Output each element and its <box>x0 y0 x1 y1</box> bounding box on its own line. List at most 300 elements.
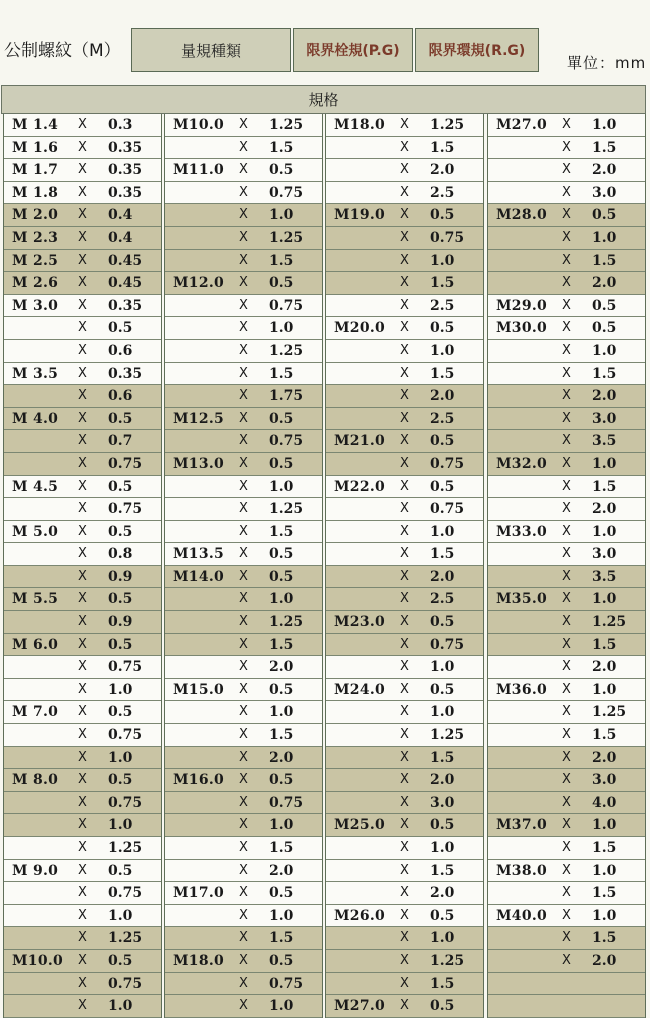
table-row <box>165 995 322 1018</box>
table-row <box>165 340 322 363</box>
times-sign: X <box>239 568 248 584</box>
table-row <box>326 227 483 250</box>
times-sign: X <box>400 117 409 132</box>
thread-size: M12.5 <box>173 410 225 427</box>
thread-pitch: 0.75 <box>269 433 304 450</box>
thread-pitch: 1.0 <box>430 523 455 540</box>
times-sign: X <box>78 501 87 517</box>
thread-pitch: 1.0 <box>592 681 617 698</box>
table-row <box>488 543 645 566</box>
thread-pitch: 1.25 <box>269 614 304 631</box>
table-row <box>4 995 161 1018</box>
times-sign: X <box>400 546 409 562</box>
table-row <box>326 701 483 724</box>
times-sign: X <box>239 794 248 810</box>
table-row <box>326 995 483 1018</box>
times-sign: X <box>562 275 571 291</box>
thread-size: M 2.6 <box>12 275 59 292</box>
table-row <box>488 837 645 860</box>
thread-pitch: 0.5 <box>430 478 455 495</box>
times-sign: X <box>562 772 571 788</box>
thread-pitch: 3.5 <box>592 568 617 585</box>
thread-pitch: 1.0 <box>269 207 294 224</box>
table-row <box>488 611 645 634</box>
table-row <box>4 159 161 182</box>
times-sign: X <box>400 410 409 426</box>
times-sign: X <box>400 840 409 855</box>
table-row <box>4 227 161 250</box>
times-sign: X <box>400 636 409 652</box>
thread-pitch: 0.5 <box>592 320 617 337</box>
thread-pitch: 2.0 <box>269 749 294 766</box>
thread-pitch: 0.5 <box>269 772 294 789</box>
thread-pitch: 1.0 <box>269 704 294 721</box>
thread-pitch: 0.5 <box>269 410 294 427</box>
thread-pitch: 1.0 <box>430 840 455 856</box>
times-sign: X <box>78 591 87 607</box>
times-sign: X <box>562 907 571 923</box>
thread-pitch: 3.0 <box>592 184 617 201</box>
table-row <box>488 679 645 702</box>
table-row <box>488 747 645 770</box>
times-sign: X <box>78 885 87 901</box>
times-sign: X <box>239 998 248 1014</box>
times-sign: X <box>562 117 571 132</box>
thread-pitch: 0.75 <box>108 727 143 744</box>
table-row <box>165 137 322 160</box>
table-row <box>4 250 161 273</box>
table-column-4 <box>487 114 646 1018</box>
thread-pitch: 1.5 <box>430 862 455 879</box>
table-row <box>4 430 161 453</box>
table-row <box>165 385 322 408</box>
times-sign: X <box>239 320 248 336</box>
thread-pitch: 3.0 <box>592 410 617 427</box>
thread-pitch: 0.5 <box>269 952 294 969</box>
table-row <box>488 882 645 905</box>
thread-pitch: 1.0 <box>592 523 617 540</box>
table-row <box>326 182 483 205</box>
thread-pitch: 0.5 <box>108 478 133 495</box>
thread-pitch: 4.0 <box>592 794 617 811</box>
thread-pitch: 2.5 <box>430 591 455 608</box>
table-row <box>4 837 161 860</box>
times-sign: X <box>78 930 87 946</box>
times-sign: X <box>78 998 87 1014</box>
thread-pitch: 1.5 <box>269 636 294 653</box>
thread-size: M23.0 <box>334 614 386 631</box>
table-row <box>165 227 322 250</box>
times-sign: X <box>400 794 409 810</box>
thread-pitch: 1.25 <box>108 930 143 947</box>
times-sign: X <box>562 636 571 652</box>
times-sign: X <box>562 546 571 562</box>
table-row <box>4 656 161 679</box>
thread-pitch: 2.0 <box>269 659 294 676</box>
thread-pitch: 1.25 <box>269 501 304 518</box>
times-sign: X <box>78 704 87 720</box>
thread-pitch: 0.45 <box>108 275 143 292</box>
times-sign: X <box>239 117 248 132</box>
times-sign: X <box>239 184 248 200</box>
times-sign: X <box>239 749 248 765</box>
thread-size: M22.0 <box>334 478 386 495</box>
thread-size: M12.0 <box>173 275 225 292</box>
table-row <box>4 747 161 770</box>
table-row <box>326 837 483 860</box>
thread-pitch: 1.5 <box>269 840 294 856</box>
thread-spec-table <box>3 114 647 1016</box>
thread-pitch: 1.5 <box>592 930 617 947</box>
times-sign: X <box>400 365 409 381</box>
times-sign: X <box>400 681 409 697</box>
thread-size: M13.5 <box>173 546 225 563</box>
times-sign: X <box>239 433 248 449</box>
table-row <box>165 724 322 747</box>
thread-size: M40.0 <box>496 907 548 924</box>
times-sign: X <box>400 297 409 313</box>
thread-pitch: 0.5 <box>269 546 294 563</box>
table-row <box>4 566 161 589</box>
thread-pitch: 1.0 <box>592 862 617 879</box>
unit-label: 單位：mm <box>567 54 647 72</box>
table-row <box>488 385 645 408</box>
times-sign: X <box>78 252 87 268</box>
table-row <box>4 769 161 792</box>
thread-pitch: 1.5 <box>269 252 294 269</box>
table-row <box>165 476 322 499</box>
times-sign: X <box>400 862 409 878</box>
times-sign: X <box>239 975 248 991</box>
table-row <box>326 521 483 544</box>
table-row <box>4 385 161 408</box>
thread-size: M24.0 <box>334 681 386 698</box>
thread-pitch: 0.5 <box>269 162 294 179</box>
times-sign: X <box>400 952 409 968</box>
times-sign: X <box>78 614 87 630</box>
thread-pitch: 0.8 <box>108 546 133 563</box>
thread-pitch: 2.0 <box>592 162 617 179</box>
thread-pitch: 0.35 <box>108 297 143 314</box>
table-row <box>4 611 161 634</box>
thread-pitch: 1.25 <box>269 117 304 133</box>
thread-pitch: 0.5 <box>108 636 133 653</box>
times-sign: X <box>562 591 571 607</box>
times-sign: X <box>239 478 248 494</box>
times-sign: X <box>400 817 409 833</box>
thread-pitch: 0.4 <box>108 207 133 224</box>
thread-size: M13.0 <box>173 455 225 472</box>
thread-size: M36.0 <box>496 681 548 698</box>
times-sign: X <box>239 501 248 517</box>
thread-pitch: 1.0 <box>430 342 455 359</box>
thread-pitch: 1.25 <box>108 840 143 856</box>
times-sign: X <box>400 614 409 630</box>
times-sign: X <box>239 614 248 630</box>
table-row <box>4 724 161 747</box>
thread-pitch: 0.75 <box>108 794 143 811</box>
thread-pitch: 0.5 <box>430 320 455 337</box>
table-row <box>326 114 483 137</box>
times-sign: X <box>400 229 409 245</box>
thread-pitch: 0.75 <box>430 229 465 246</box>
thread-pitch: 0.5 <box>269 455 294 472</box>
table-row <box>488 250 645 273</box>
thread-pitch: 1.5 <box>430 365 455 382</box>
table-row <box>326 250 483 273</box>
thread-size: M38.0 <box>496 862 548 879</box>
times-sign: X <box>400 998 409 1014</box>
thread-pitch: 1.0 <box>269 998 294 1015</box>
table-row <box>165 114 322 137</box>
thread-pitch: 3.0 <box>592 772 617 789</box>
thread-pitch: 0.5 <box>108 320 133 337</box>
table-row <box>165 701 322 724</box>
times-sign: X <box>78 681 87 697</box>
table-row <box>488 995 645 1018</box>
table-row <box>165 882 322 905</box>
thread-size: M37.0 <box>496 817 548 834</box>
table-row <box>488 159 645 182</box>
table-row <box>165 905 322 928</box>
thread-pitch: 2.0 <box>430 162 455 179</box>
thread-pitch: 0.6 <box>108 342 133 359</box>
table-row <box>488 182 645 205</box>
thread-pitch: 2.0 <box>269 862 294 879</box>
thread-pitch: 1.5 <box>269 930 294 947</box>
table-row <box>165 543 322 566</box>
table-row <box>326 430 483 453</box>
table-row <box>165 159 322 182</box>
times-sign: X <box>400 455 409 471</box>
table-row <box>165 182 322 205</box>
thread-size: M10.0 <box>12 952 64 969</box>
thread-pitch: 1.0 <box>108 817 133 834</box>
thread-pitch: 0.35 <box>108 184 143 201</box>
table-row <box>326 566 483 589</box>
thread-pitch: 1.0 <box>108 907 133 924</box>
thread-pitch: 2.0 <box>592 501 617 518</box>
table-row <box>488 498 645 521</box>
thread-size: M 2.5 <box>12 252 59 269</box>
table-row <box>488 453 645 476</box>
table-row <box>488 295 645 318</box>
table-row <box>326 656 483 679</box>
thread-pitch: 1.5 <box>592 478 617 495</box>
thread-pitch: 0.45 <box>108 252 143 269</box>
thread-pitch: 0.75 <box>269 297 304 314</box>
table-row <box>488 272 645 295</box>
table-row <box>165 814 322 837</box>
table-row <box>326 543 483 566</box>
thread-pitch: 0.5 <box>430 998 455 1015</box>
thread-pitch: 1.25 <box>592 614 627 631</box>
times-sign: X <box>562 388 571 404</box>
times-sign: X <box>562 727 571 743</box>
times-sign: X <box>562 342 571 358</box>
times-sign: X <box>562 523 571 539</box>
table-row <box>326 385 483 408</box>
times-sign: X <box>78 523 87 539</box>
table-row <box>326 272 483 295</box>
table-row <box>165 656 322 679</box>
thread-pitch: 1.0 <box>430 252 455 269</box>
thread-size: M 9.0 <box>12 862 59 879</box>
times-sign: X <box>78 433 87 449</box>
times-sign: X <box>239 365 248 381</box>
thread-size: M10.0 <box>173 117 225 133</box>
thread-pitch: 1.0 <box>592 455 617 472</box>
times-sign: X <box>78 975 87 991</box>
table-row <box>4 408 161 431</box>
table-row <box>326 882 483 905</box>
table-row <box>326 408 483 431</box>
times-sign: X <box>239 591 248 607</box>
times-sign: X <box>239 952 248 968</box>
thread-pitch: 0.5 <box>430 614 455 631</box>
table-row <box>4 905 161 928</box>
times-sign: X <box>78 162 87 178</box>
table-row <box>165 250 322 273</box>
thread-size: M 1.6 <box>12 139 59 156</box>
plug-gauge-tab[interactable]: 限界栓規(P.G) <box>293 28 413 72</box>
thread-size: M 1.7 <box>12 162 59 179</box>
thread-pitch: 2.0 <box>430 388 455 405</box>
times-sign: X <box>239 388 248 404</box>
thread-pitch: 0.5 <box>269 885 294 902</box>
times-sign: X <box>78 727 87 743</box>
table-row <box>488 204 645 227</box>
thread-pitch: 0.5 <box>430 817 455 834</box>
table-row <box>326 860 483 883</box>
times-sign: X <box>78 749 87 765</box>
times-sign: X <box>562 207 571 223</box>
thread-pitch: 1.0 <box>592 907 617 924</box>
thread-pitch: 0.5 <box>269 275 294 292</box>
thread-pitch: 0.75 <box>269 975 304 992</box>
thread-pitch: 0.75 <box>108 501 143 518</box>
table-row <box>488 137 645 160</box>
thread-pitch: 0.5 <box>108 591 133 608</box>
thread-pitch: 0.5 <box>430 207 455 224</box>
times-sign: X <box>239 885 248 901</box>
thread-size: M 4.5 <box>12 478 59 495</box>
thread-pitch: 0.35 <box>108 162 143 179</box>
times-sign: X <box>78 410 87 426</box>
ring-gauge-tab[interactable]: 限界環規(R.G) <box>415 28 539 72</box>
table-row <box>488 656 645 679</box>
times-sign: X <box>562 162 571 178</box>
times-sign: X <box>78 794 87 810</box>
times-sign: X <box>562 704 571 720</box>
times-sign: X <box>400 433 409 449</box>
thread-pitch: 0.5 <box>108 952 133 969</box>
thread-pitch: 1.0 <box>108 681 133 698</box>
times-sign: X <box>239 229 248 245</box>
thread-pitch: 2.0 <box>592 659 617 676</box>
thread-pitch: 1.5 <box>592 365 617 382</box>
thread-pitch: 0.5 <box>430 433 455 450</box>
thread-pitch: 1.5 <box>269 139 294 156</box>
times-sign: X <box>239 681 248 697</box>
thread-pitch: 1.5 <box>592 840 617 856</box>
thread-size: M35.0 <box>496 591 548 608</box>
times-sign: X <box>400 501 409 517</box>
times-sign: X <box>562 478 571 494</box>
thread-pitch: 2.0 <box>592 388 617 405</box>
table-column-2 <box>164 114 323 1018</box>
table-row <box>326 317 483 340</box>
times-sign: X <box>239 727 248 743</box>
times-sign: X <box>78 139 87 155</box>
table-row <box>326 769 483 792</box>
times-sign: X <box>78 455 87 471</box>
table-row <box>488 566 645 589</box>
thread-pitch: 2.0 <box>592 275 617 292</box>
thread-pitch: 2.5 <box>430 297 455 314</box>
thread-size: M19.0 <box>334 207 386 224</box>
thread-size: M29.0 <box>496 297 548 314</box>
table-row <box>4 950 161 973</box>
table-row <box>488 340 645 363</box>
table-row <box>488 905 645 928</box>
table-row <box>326 476 483 499</box>
thread-pitch: 2.0 <box>430 772 455 789</box>
times-sign: X <box>239 840 248 855</box>
table-row <box>4 453 161 476</box>
table-row <box>4 295 161 318</box>
times-sign: X <box>400 342 409 358</box>
thread-pitch: 2.0 <box>430 568 455 585</box>
times-sign: X <box>78 659 87 675</box>
page-title: 公制螺紋（M） <box>4 41 121 61</box>
thread-pitch: 1.5 <box>592 727 617 744</box>
thread-size: M17.0 <box>173 885 225 902</box>
thread-size: M20.0 <box>334 320 386 337</box>
table-row <box>326 634 483 657</box>
table-row <box>488 950 645 973</box>
thread-pitch: 1.5 <box>269 727 294 744</box>
table-row <box>488 634 645 657</box>
thread-size: M 6.0 <box>12 636 59 653</box>
times-sign: X <box>562 229 571 245</box>
times-sign: X <box>400 568 409 584</box>
table-row <box>488 317 645 340</box>
table-row <box>165 363 322 386</box>
thread-pitch: 0.5 <box>108 862 133 879</box>
thread-pitch: 1.5 <box>592 885 617 902</box>
table-row <box>4 588 161 611</box>
times-sign: X <box>78 297 87 313</box>
thread-size: M 3.0 <box>12 297 59 314</box>
times-sign: X <box>562 252 571 268</box>
table-row <box>165 611 322 634</box>
times-sign: X <box>400 275 409 291</box>
times-sign: X <box>78 478 87 494</box>
table-row <box>326 905 483 928</box>
thread-size: M30.0 <box>496 320 548 337</box>
thread-size: M18.0 <box>334 117 386 133</box>
table-row <box>488 973 645 996</box>
thread-pitch: 0.5 <box>269 568 294 585</box>
thread-pitch: 0.9 <box>108 614 133 631</box>
thread-pitch: 2.5 <box>430 410 455 427</box>
table-row <box>4 317 161 340</box>
thread-pitch: 1.5 <box>269 523 294 540</box>
table-row <box>326 453 483 476</box>
times-sign: X <box>239 162 248 178</box>
thread-pitch: 1.0 <box>592 591 617 608</box>
